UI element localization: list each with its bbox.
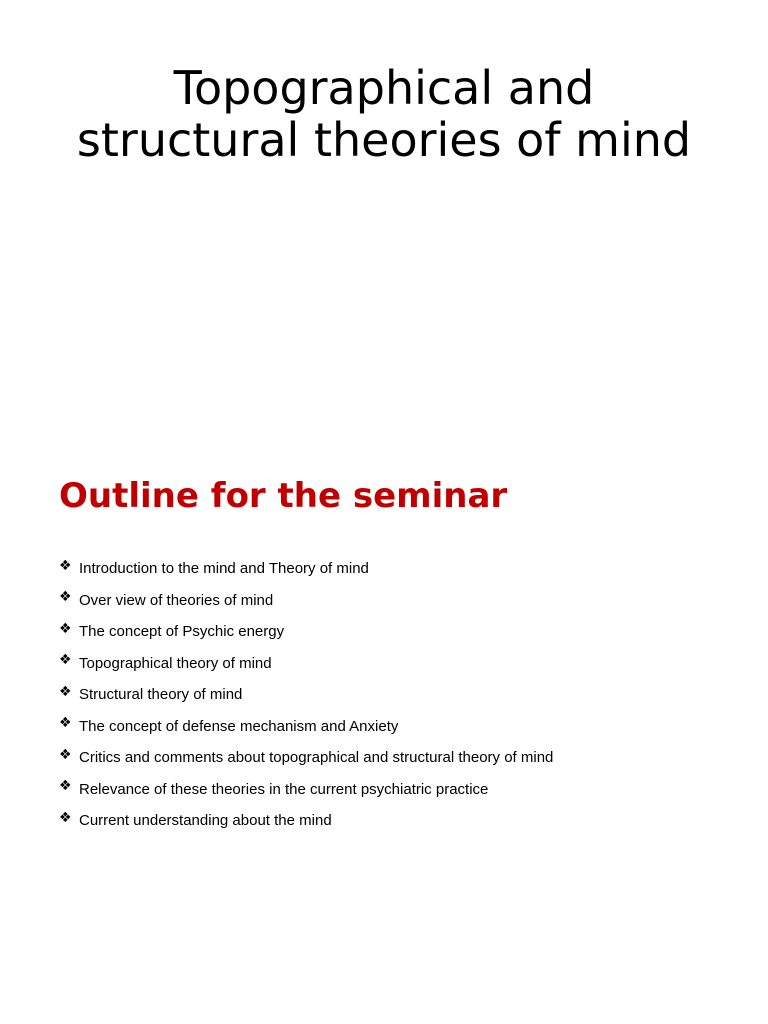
diamond-bullet-icon: ❖	[59, 715, 72, 732]
list-item	[59, 711, 739, 743]
list-item	[59, 648, 739, 680]
diamond-bullet-icon: ❖	[59, 809, 72, 826]
list-item-text: Structural theory of mind	[79, 686, 243, 704]
list-item	[59, 742, 739, 774]
list-item	[59, 679, 739, 711]
diamond-bullet-icon: ❖	[59, 746, 72, 763]
diamond-bullet-icon: ❖	[59, 652, 72, 669]
list-item-text: Over view of theories of mind	[79, 591, 274, 609]
list-item-text: Topographical theory of mind	[79, 654, 272, 672]
page-title: Topographical and structural theories of mind	[76, 61, 692, 167]
list-item-text: Relevance of these theories in the current psychiatric practice	[79, 780, 489, 798]
list-item	[59, 553, 739, 585]
diamond-bullet-icon: ❖	[59, 589, 72, 606]
list-item-text: Current understanding about the mind	[79, 812, 332, 830]
diamond-bullet-icon: ❖	[59, 683, 72, 700]
list-item-text: The concept of Psychic energy	[79, 623, 285, 641]
list-item	[59, 774, 739, 806]
list-item-text: Critics and comments about topographical and structural theory of mind	[79, 749, 554, 767]
outline-list	[59, 553, 739, 837]
diamond-bullet-icon: ❖	[59, 557, 72, 574]
list-item	[59, 616, 739, 648]
list-item	[59, 805, 739, 837]
list-item	[59, 585, 739, 617]
diamond-bullet-icon: ❖	[59, 620, 72, 637]
list-item-text: Introduction to the mind and Theory of mind	[79, 560, 369, 578]
diamond-bullet-icon: ❖	[59, 778, 72, 795]
outline-heading: Outline for the seminar	[59, 476, 508, 516]
list-item-text: The concept of defense mechanism and Anxiety	[79, 717, 399, 735]
